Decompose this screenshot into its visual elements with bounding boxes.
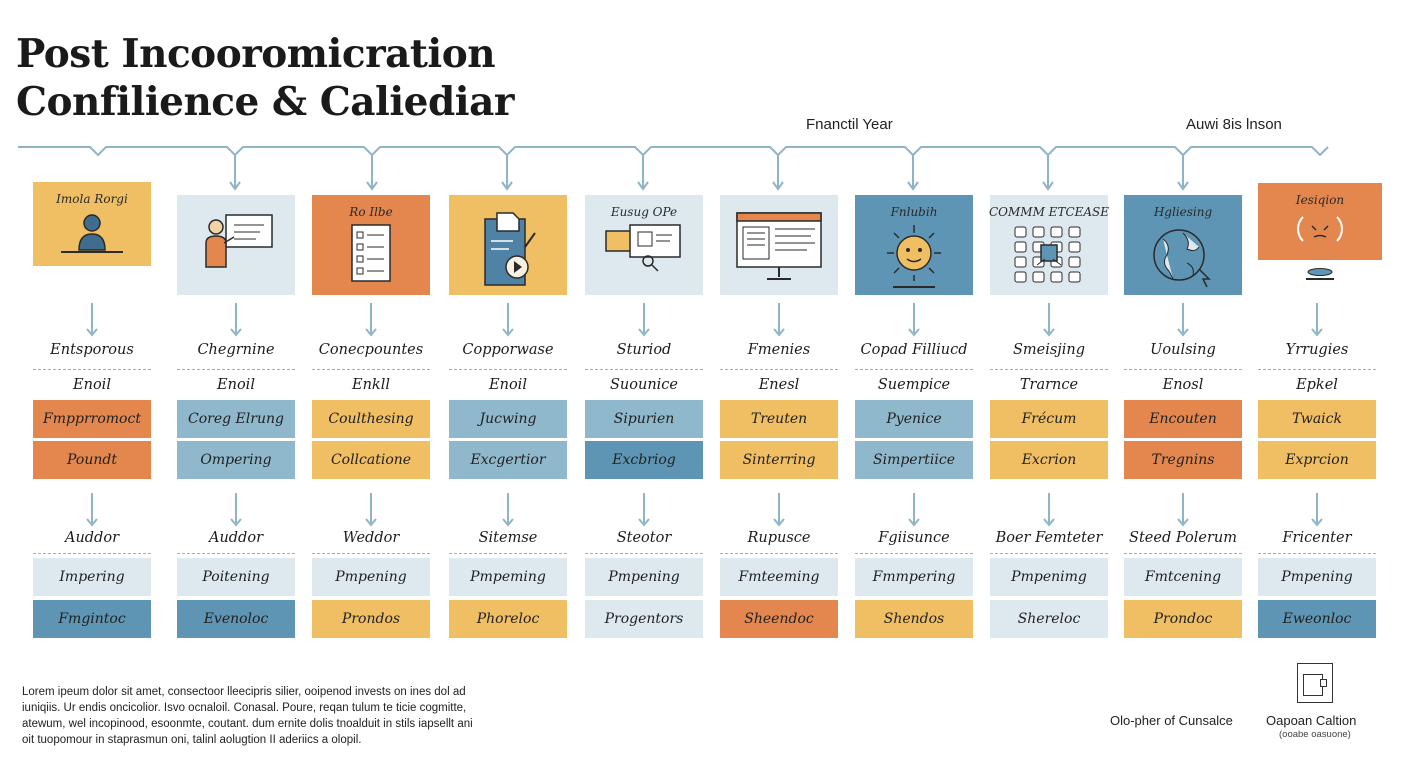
column-7 xyxy=(855,0,973,650)
down-arrow-icon xyxy=(449,493,567,527)
stage-tile-label: Fnlubih xyxy=(890,205,938,219)
divider xyxy=(585,553,703,554)
down-arrow-icon xyxy=(585,303,703,337)
schedule-cell: Excbriog xyxy=(585,441,703,479)
divider xyxy=(990,369,1108,370)
down-arrow-icon xyxy=(1258,493,1376,527)
column-section-heading: Auddor xyxy=(208,530,264,546)
stage-tile xyxy=(990,195,1108,295)
schedule-cell: Sinterring xyxy=(720,441,838,479)
schedule-cell: Shereloc xyxy=(990,600,1108,638)
down-arrow-icon xyxy=(312,493,430,527)
column-1 xyxy=(33,0,151,650)
down-arrow-icon xyxy=(449,303,567,337)
column-heading: Copporwase xyxy=(462,342,554,358)
divider xyxy=(1258,369,1376,370)
divider xyxy=(312,369,430,370)
down-arrow-icon xyxy=(177,303,295,337)
schedule-cell: Progentors xyxy=(585,600,703,638)
stage-tile xyxy=(1124,195,1242,295)
divider xyxy=(855,553,973,554)
schedule-cell: Encouten xyxy=(1124,400,1242,438)
schedule-cell: Collcatione xyxy=(312,441,430,479)
column-5 xyxy=(585,0,703,650)
column-subheading: Enoil xyxy=(217,377,255,393)
column-section-heading: Steotor xyxy=(616,530,672,546)
schedule-cell: Prondos xyxy=(312,600,430,638)
column-8 xyxy=(990,0,1108,650)
stage-tile xyxy=(720,195,838,295)
footnote-line-4: oit tuopomour in staprasmun oni, talinl aolugtion II aderiics a olopil. xyxy=(22,734,362,746)
legend-item-1: Olo-pher of Cunsalce xyxy=(1110,713,1233,728)
column-section-heading: Sitemse xyxy=(478,530,538,546)
divider xyxy=(177,369,295,370)
screens-icon xyxy=(596,219,692,277)
column-section-heading: Fricenter xyxy=(1282,530,1352,546)
column-4 xyxy=(449,0,567,650)
down-arrow-icon xyxy=(177,493,295,527)
schedule-cell: Pmpening xyxy=(1258,558,1376,596)
schedule-cell: Excgertior xyxy=(449,441,567,479)
schedule-cell: Fmtcening xyxy=(1124,558,1242,596)
schedule-cell: Pmpening xyxy=(585,558,703,596)
schedule-cell: Fmmpering xyxy=(855,558,973,596)
schedule-cell: Sheendoc xyxy=(720,600,838,638)
divider xyxy=(449,369,567,370)
down-arrow-icon xyxy=(990,493,1108,527)
divider xyxy=(720,553,838,554)
divider xyxy=(312,553,430,554)
title-line-2: Confilience & Caliediar xyxy=(16,79,514,125)
column-heading: Conecpountes xyxy=(318,342,424,358)
monitor-icon xyxy=(731,205,827,289)
schedule-cell: Exprcion xyxy=(1258,441,1376,479)
divider xyxy=(177,553,295,554)
down-arrow-icon xyxy=(855,303,973,337)
schedule-cell: Sipurien xyxy=(585,400,703,438)
stage-tile xyxy=(449,195,567,295)
down-arrow-icon xyxy=(855,493,973,527)
legend-item-2: Oapoan Caltion xyxy=(1266,713,1357,728)
stage-tile-label: Eusug OPe xyxy=(610,205,678,219)
column-section-heading: Steed Polerum xyxy=(1129,530,1237,546)
divider xyxy=(449,553,567,554)
top-label-annual: Auwi 8is lnson xyxy=(1186,116,1282,133)
stand-icon xyxy=(1304,266,1336,280)
schedule-cell: Pmpening xyxy=(312,558,430,596)
column-subheading: Epkel xyxy=(1296,377,1338,393)
schedule-cell: Coreg Elrung xyxy=(177,400,295,438)
stage-tile-label: COMMM ETCEASE xyxy=(988,205,1110,219)
column-heading: Smeisjing xyxy=(1012,342,1086,358)
column-subheading: Enesl xyxy=(758,377,800,393)
stage-tile xyxy=(312,195,430,295)
column-heading: Fmenies xyxy=(747,342,811,358)
schedule-cell: Evenoloc xyxy=(177,600,295,638)
schedule-cell: Twaick xyxy=(1258,400,1376,438)
down-arrow-icon xyxy=(33,493,151,527)
schedule-cell: Shendos xyxy=(855,600,973,638)
down-arrow-icon xyxy=(312,303,430,337)
column-subheading: Enosl xyxy=(1162,377,1204,393)
column-subheading: Enkll xyxy=(352,377,390,393)
schedule-cell: Frécum xyxy=(990,400,1108,438)
schedule-cell: Fmteeming xyxy=(720,558,838,596)
column-3 xyxy=(312,0,430,650)
stage-tile-label: Hgliesing xyxy=(1153,205,1213,219)
footnote-line-1: Lorem ipeum dolor sit amet, consectoor lleecipris silier, ooipenod invests on ines dol ad xyxy=(22,686,466,698)
schedule-cell: Fmpprromoct xyxy=(33,400,151,438)
top-label-financial-year: Fnanctil Year xyxy=(806,116,893,133)
column-heading: Sturiod xyxy=(616,342,672,358)
schedule-cell: Pmpeming xyxy=(449,558,567,596)
column-6 xyxy=(720,0,838,650)
schedule-cell: Tregnins xyxy=(1124,441,1242,479)
down-arrow-icon xyxy=(1124,303,1242,337)
keypad-icon xyxy=(1001,219,1097,293)
divider xyxy=(585,369,703,370)
down-arrow-icon xyxy=(720,303,838,337)
checklist-icon xyxy=(346,219,396,289)
schedule-cell: Prondoc xyxy=(1124,600,1242,638)
footnote-line-3: atewum, wel incopinood, esoonmte, coutant. dum ernite dolis tnoalduit in stils iapsellt ani xyxy=(22,718,473,730)
column-subheading: Suounice xyxy=(609,377,679,393)
schedule-cell: Coulthesing xyxy=(312,400,430,438)
column-subheading: Trarnce xyxy=(1019,377,1079,393)
divider xyxy=(33,369,151,370)
clipboard-play-icon xyxy=(473,205,543,295)
schedule-cell: Pyenice xyxy=(855,400,973,438)
presenter-icon xyxy=(57,206,127,264)
divider xyxy=(1258,553,1376,554)
column-heading: Copad Filliucd xyxy=(860,342,968,358)
down-arrow-icon xyxy=(720,493,838,527)
stage-tile-label: Iesiqion xyxy=(1295,193,1345,207)
column-heading: Yrrugies xyxy=(1285,342,1349,358)
document-frame-icon xyxy=(1297,663,1333,703)
footnote xyxy=(22,684,542,748)
footnote-line-2: iuniqiis. Ur endis oncicolior. Isvo ocnaloil. Conasal. Poure, reqan tulum te ticie cogmitte, xyxy=(22,702,467,714)
stage-tile xyxy=(585,195,703,295)
divider xyxy=(720,369,838,370)
column-10 xyxy=(1258,0,1376,650)
column-9 xyxy=(1124,0,1242,650)
column-2 xyxy=(177,0,295,650)
legend-item-2-sub: (ooabe oasuone) xyxy=(1279,729,1351,740)
teacher-board-icon xyxy=(196,205,276,275)
stage-tile xyxy=(177,195,295,295)
column-subheading: Enoil xyxy=(73,377,111,393)
stage-tile xyxy=(33,182,151,266)
divider xyxy=(33,553,151,554)
column-subheading: Enoil xyxy=(489,377,527,393)
stage-tile xyxy=(1258,183,1382,260)
schedule-cell: Excrion xyxy=(990,441,1108,479)
divider xyxy=(990,553,1108,554)
schedule-cell: Treuten xyxy=(720,400,838,438)
column-heading: Chegrnine xyxy=(197,342,275,358)
schedule-cell: Pmpenimg xyxy=(990,558,1108,596)
globe-icon xyxy=(1143,219,1223,293)
schedule-cell: Eweonloc xyxy=(1258,600,1376,638)
schedule-cell: Impering xyxy=(33,558,151,596)
face-icon xyxy=(1285,207,1355,255)
schedule-cell: Jucwing xyxy=(449,400,567,438)
schedule-cell: Ompering xyxy=(177,441,295,479)
column-section-heading: Boer Femteter xyxy=(995,530,1103,546)
column-heading: Uoulsing xyxy=(1150,342,1216,358)
column-section-heading: Rupusce xyxy=(747,530,811,546)
down-arrow-icon xyxy=(585,493,703,527)
schedule-cell: Phoreloc xyxy=(449,600,567,638)
column-heading: Entsporous xyxy=(50,342,134,358)
divider xyxy=(855,369,973,370)
column-section-heading: Weddor xyxy=(342,530,400,546)
down-arrow-icon xyxy=(1124,493,1242,527)
schedule-cell: Fmgintoc xyxy=(33,600,151,638)
stage-tile-label: Ro Ilbe xyxy=(349,205,393,219)
down-arrow-icon xyxy=(1258,303,1376,337)
sun-icon xyxy=(879,219,949,295)
stage-tile xyxy=(855,195,973,295)
title-line-1: Post Incooromicration xyxy=(16,31,496,77)
schedule-cell: Poitening xyxy=(177,558,295,596)
schedule-cell: Simpertiice xyxy=(855,441,973,479)
divider xyxy=(1124,553,1242,554)
schedule-cell: Poundt xyxy=(33,441,151,479)
divider xyxy=(1124,369,1242,370)
column-section-heading: Auddor xyxy=(64,530,120,546)
stage-tile-label: Imola Rorgi xyxy=(56,192,128,206)
down-arrow-icon xyxy=(33,303,151,337)
down-arrow-icon xyxy=(990,303,1108,337)
column-subheading: Suempice xyxy=(877,377,951,393)
column-section-heading: Fgiisunce xyxy=(878,530,950,546)
